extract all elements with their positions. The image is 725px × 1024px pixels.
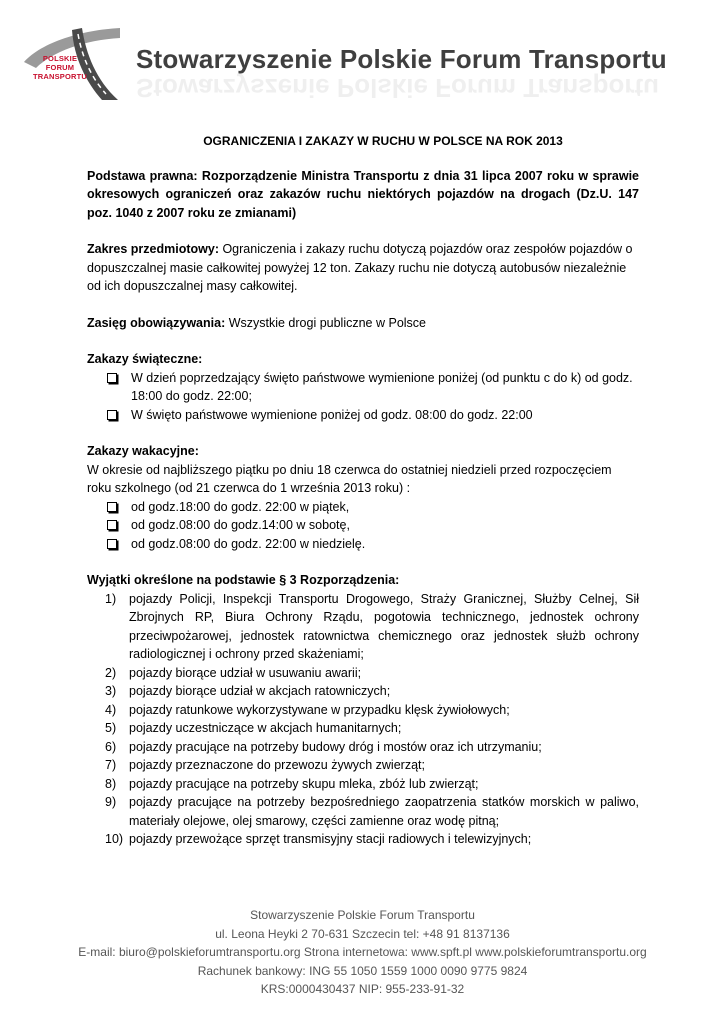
footer-bank-account: Rachunek bankowy: ING 55 1050 1559 1000 0090 9775 9824 bbox=[197, 963, 528, 978]
scope-label: Zakres przedmiotowy: bbox=[87, 242, 219, 256]
legal-basis: Podstawa prawna: Rozporządzenie Ministra Transportu z dnia 31 lipca 2007 roku w sprawie okresowych ograniczeń oraz zakazów ruchu niektórych pojazdów na drogach (Dz.U. 147 poz. 1040 z 2007 roku ze zmianami) bbox=[87, 168, 639, 220]
list-item: od godz.08:00 do godz. 22:00 w niedzielę. bbox=[103, 535, 639, 554]
logo-text: POLSKIE FORUM TRANSPORTU bbox=[32, 54, 88, 81]
checkbox-bullet-icon bbox=[107, 539, 117, 549]
list-item: 2) pojazdy biorące udział w usuwaniu awarii; bbox=[105, 665, 362, 680]
summer-heading: Zakazy wakacyjne: bbox=[87, 444, 199, 458]
holiday-list bbox=[87, 369, 639, 425]
letterhead bbox=[0, 0, 725, 130]
checkbox-bullet-icon bbox=[107, 410, 117, 420]
document-body bbox=[87, 132, 639, 849]
list-item: 9) pojazdy pracujące na potrzeby bezpośredniego zaopatrzenia statków morskich w paliwo, materiały olejowe, olej smarowy, części zamienne oraz wodę pitną; bbox=[105, 795, 639, 828]
summer-intro: W okresie od najbliższego piątku po dniu 18 czerwca do ostatniej niedzieli przed rozpoczęciem roku szkolnego (od 21 czerwca do 1 września 2013 roku) : bbox=[87, 462, 612, 495]
footer-address: ul. Leona Heyki 2 70-631 Szczecin tel: +48 91 8137136 bbox=[215, 926, 510, 941]
list-item: W święto państwowe wymienione poniżej od godz. 08:00 do godz. 22:00 bbox=[103, 406, 639, 425]
footer-email-web: E-mail: biuro@polskieforumtransportu.org Strona internetowa: www.spft.pl www.polskieforumtransportu.org bbox=[78, 945, 647, 959]
list-item: 7) pojazdy przeznaczone do przewozu żywych zwierząt; bbox=[105, 758, 425, 772]
exceptions-list bbox=[87, 590, 639, 849]
range-paragraph bbox=[87, 314, 639, 333]
list-item: 1) pojazdy Policji, Inspekcji Transportu Drogowego, Straży Granicznej, Służby Celnej, Sił Zbrojnych RP, Biura Ochrony Rządu, pogotowia technicznego, jednostek ochrony przeciwpożarowej, jednostek ratownictwa chemicznego oraz jednostek służb ochrony radiologicznej i ochrony przed skażeniami; bbox=[105, 591, 639, 661]
range-text: Wszystkie drogi publiczne w Polsce bbox=[225, 315, 427, 330]
summer-list bbox=[87, 498, 639, 554]
footer-org-name: Stowarzyszenie Polskie Forum Transportu bbox=[250, 908, 475, 922]
list-item: W dzień poprzedzający święto państwowe wymienione poniżej (od punktu c do k) od godz. 18:00 do godz. 22:00; bbox=[103, 369, 639, 406]
exceptions-heading: Wyjątki określone na podstawie § 3 Rozporządzenia: bbox=[87, 573, 400, 587]
organization-title-reflection: Stowarzyszenie Polskie Forum Transportu bbox=[136, 73, 660, 103]
list-item: od godz.08:00 do godz.14:00 w sobotę, bbox=[103, 516, 639, 535]
scope-text: Ograniczenia i zakazy ruchu dotyczą pojazdów oraz zespołów pojazdów o dopuszczalnej masie całkowitej powyżej 12 ton. Zakazy ruchu nie dotyczą autobusów niezależnie od ich dopuszczalnej masy całkowitej. bbox=[87, 242, 633, 293]
scope-paragraph bbox=[87, 240, 639, 296]
footer-registry: KRS:0000430437 NIP: 955-233-91-32 bbox=[260, 982, 465, 996]
checkbox-bullet-icon bbox=[107, 520, 117, 530]
list-item: od godz.18:00 do godz. 22:00 w piątek, bbox=[103, 498, 639, 517]
list-item: 6) pojazdy pracujące na potrzeby budowy dróg i mostów oraz ich utrzymaniu; bbox=[105, 739, 542, 754]
list-item: 8) pojazdy pracujące na potrzeby skupu mleka, zbóż lub zwierząt; bbox=[105, 776, 479, 791]
list-item: 10) pojazdy przewożące sprzęt transmisyjny stacji radiowych i telewizyjnych; bbox=[105, 832, 532, 846]
list-item: 3) pojazdy biorące udział w akcjach ratowniczych; bbox=[105, 684, 391, 698]
range-label: Zasięg obowiązywania: bbox=[87, 315, 226, 330]
document-title: OGRANICZENIA I ZAKAZY W RUCHU W POLSCE NA ROK 2013 bbox=[203, 134, 563, 148]
holiday-heading: Zakazy świąteczne: bbox=[87, 352, 203, 366]
organization-title: Stowarzyszenie Polskie Forum Transportu bbox=[136, 44, 667, 74]
footer-contact bbox=[0, 906, 725, 999]
checkbox-bullet-icon bbox=[107, 373, 117, 383]
checkbox-bullet-icon bbox=[107, 502, 117, 512]
list-item: 5) pojazdy uczestniczące w akcjach humanitarnych; bbox=[105, 721, 402, 735]
list-item: 4) pojazdy ratunkowe wykorzystywane w przypadku klęsk żywiołowych; bbox=[105, 702, 510, 717]
